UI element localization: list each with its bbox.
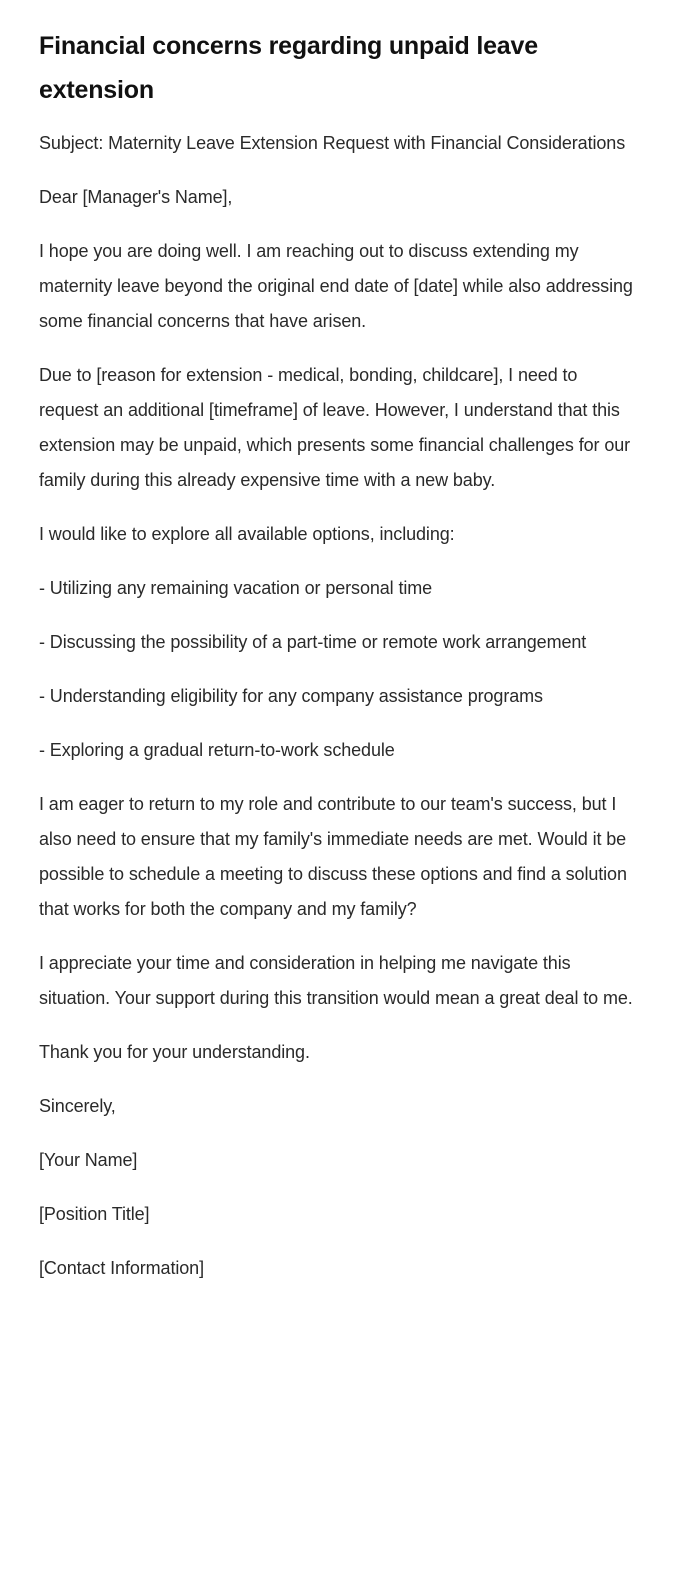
paragraph: I am eager to return to my role and contribute to our team's success, but I also need to ensure that my family's immediate needs are met. Would it be possible to schedule a meeting to discuss these options and find a solution that works for both the company and my family? [39,794,627,919]
signature-name-placeholder: [Your Name] [39,1150,138,1170]
paragraph: I hope you are doing well. I am reaching out to discuss extending my maternity leave beyond the original end date of [date] while also addressing some financial concerns that have arisen. [39,241,633,331]
list-item: - Exploring a gradual return-to-work schedule [39,740,395,760]
subject-line: Subject: Maternity Leave Extension Request with Financial Considerations [39,133,626,153]
paragraph: I appreciate your time and consideration in helping me navigate this situation. Your support during this transition would mean a great deal to me. [39,953,633,1008]
closing-thanks: Thank you for your understanding. [39,1042,310,1062]
signature-title-placeholder: [Position Title] [39,1204,150,1224]
list-item: - Discussing the possibility of a part-time or remote work arrangement [39,632,587,652]
sign-off: Sincerely, [39,1096,116,1116]
signature-contact-placeholder: [Contact Information] [39,1258,204,1278]
list-item: - Utilizing any remaining vacation or personal time [39,578,433,598]
paragraph: I would like to explore all available options, including: [39,524,455,544]
page-title: Financial concerns regarding unpaid leave extension [39,32,538,104]
paragraph: Due to [reason for extension - medical, bonding, childcare], I need to request an additional [timeframe] of leave. However, I understand that this extension may be unpaid, which presents some financial challenges for our family during this already expensive time with a new baby. [39,365,631,490]
salutation: Dear [Manager's Name], [39,187,233,207]
list-item: - Understanding eligibility for any company assistance programs [39,686,543,706]
